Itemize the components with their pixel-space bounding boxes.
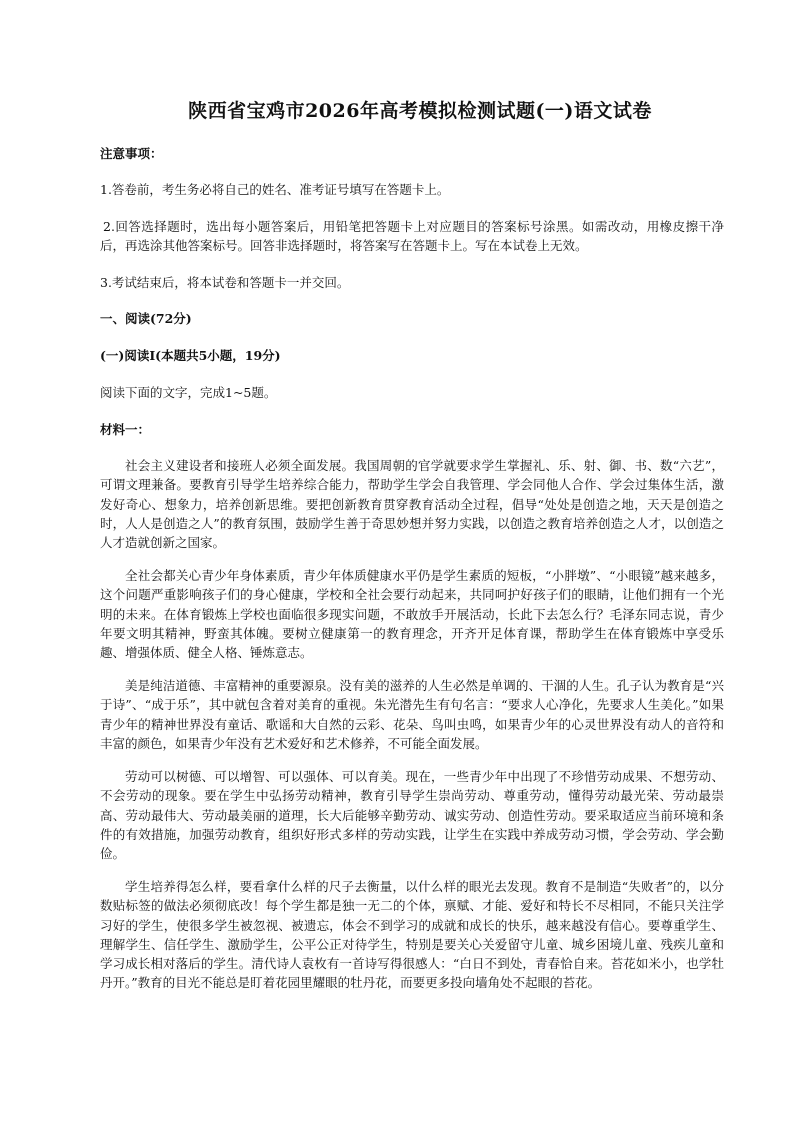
exam-title: 陕西省宝鸡市2026年高考模拟检测试题(一)语文试卷 <box>188 100 652 122</box>
paragraph-student-evaluation: 学生培养得怎么样，要看拿什么样的尺子去衡量，以什么样的眼光去发现。教育不是制造“失败者”的，以分数贴标签的做法必须彻底改！每个学生都是独一无二的个体，禀赋、才能、爱好和特长不尽相同，不能只关注学习好的学生，使很多学生被忽视、被遗忘，体会不到学习的成就和成长的快乐，越来越没有信心。要尊重学生、理解学生、信任学生、激励学生，公平公正对待学生，特别是要关心关爱留守儿童、城乡困境儿童、残疾儿童和学习成长相对落后的学生。清代诗人袁枚有一首诗写得很感人：“白日不到处，青春恰自来。苔花如米小，也学牡丹开。”教育的目光不能总是盯着花园里耀眼的牡丹花，而要更多投向墙角处不起眼的苔花。 <box>100 879 724 991</box>
notice-item-1: 1.答卷前，考生务必将自己的姓名、准考证号填写在答题卡上。 <box>100 182 450 197</box>
notice-item-2: 2.回答选择题时，选出每小题答案后，用铅笔把答题卡上对应题目的答案标号涂黑。如需改动，用橡皮擦干净后，再选涂其他答案标号。回答非选择题时，将答案写在答题卡上。写在本试卷上无效。 <box>100 219 724 254</box>
reading-instruction: 阅读下面的文字，完成1~5题。 <box>100 385 277 400</box>
paragraph-physical-education: 全社会都关心青少年身体素质，青少年体质健康水平仍是学生素质的短板，“小胖墩”、“小眼镜”越来越多，这个问题严重影响孩子们的身心健康，学校和全社会要行动起来，共同呵护好孩子们的眼睛，让他们拥有一个光明的未来。在体育锻炼上学校也面临很多现实问题，不敢放手开展活动，长此下去怎么行？毛泽东同志说，青少年要文明其精神，野蛮其体魄。要树立健康第一的教育理念，开齐开足体育课，帮助学生在体育锻炼中享受乐趣、增强体质、健全人格、锤炼意志。 <box>100 568 724 661</box>
paragraph-aesthetic-education: 美是纯洁道德、丰富精神的重要源泉。没有美的滋养的人生必然是单调的、干涸的人生。孔子认为教育是“兴于诗”、“成于乐”，其中就包含着对美育的重视。朱光潜先生有句名言：“要求人心净化，先要求人生美化。”如果青少年的精神世界没有童话、歌谣和大自然的云彩、花朵、鸟叫虫鸣，如果青少年的心灵世界没有动人的音符和丰富的颜色，如果青少年没有艺术爱好和艺术修养，不可能全面发展。 <box>100 678 724 751</box>
notice-item-3: 3.考试结束后，将本试卷和答题卡一并交回。 <box>100 275 350 290</box>
section-heading: 一、阅读(72分) <box>100 311 192 326</box>
paragraph-all-round-development: 社会主义建设者和接班人必须全面发展。我国周朝的官学就要求学生掌握礼、乐、射、御、书、数“六艺”，可谓文理兼备。要教育引导学生培养综合能力，帮助学生学会自我管理、学会同他人合作、学会过集体生活，激发好奇心、想象力，培养创新思维。要把创新教育贯穿教育活动全过程，倡导“处处是创造之地，天天是创造之时，人人是创造之人”的教育氛围，鼓励学生善于奇思妙想并努力实践，以创造之教育培养创造之人才，以创造之人才造就创新之国家。 <box>100 458 724 551</box>
notice-heading: 注意事项： <box>100 146 163 161</box>
paragraph-labor-education: 劳动可以树德、可以增智、可以强体、可以育美。现在，一些青少年中出现了不珍惜劳动成果、不想劳动、不会劳动的现象。要在学生中弘扬劳动精神，教育引导学生崇尚劳动、尊重劳动，懂得劳动最光荣、劳动最崇高、劳动最伟大、劳动最美丽的道理，长大后能够辛勤劳动、诚实劳动、创造性劳动。要采取适应当前环境和条件的有效措施，加强劳动教育，组织好形式多样的劳动实践，让学生在实践中养成劳动习惯，学会劳动、学会勤俭。 <box>100 769 724 862</box>
material-heading: 材料一： <box>100 422 151 437</box>
subsection-heading: (一)阅读Ⅰ(本题共5小题，19分) <box>100 348 281 363</box>
